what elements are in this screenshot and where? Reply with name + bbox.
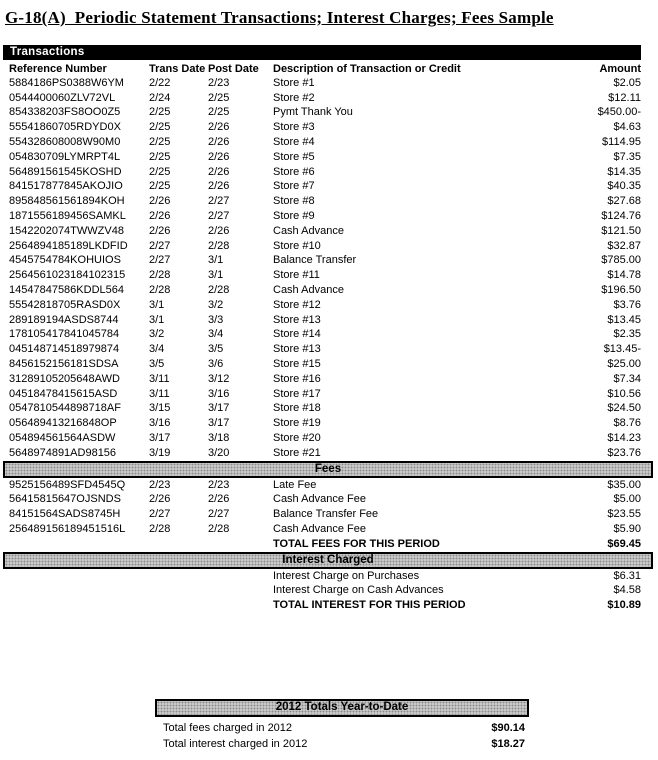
table-cell: 5884186PS0388W6YM: [9, 76, 124, 89]
interest-total-row: [3, 598, 653, 613]
table-cell: 2/28: [208, 523, 230, 535]
table-cell: 178105417841045784: [9, 328, 120, 341]
table-cell: $3.76: [613, 298, 641, 311]
table-cell: Store #21: [273, 446, 321, 459]
table-cell: Store #4: [273, 136, 315, 149]
table-cell: 289189194ASDS8744: [9, 313, 119, 326]
table-cell: $7.35: [613, 150, 641, 163]
fees-table: [3, 478, 653, 552]
table-cell: $2.35: [613, 328, 641, 341]
table-cell: 5648974891AD98156: [9, 446, 117, 459]
table-cell: 2/26: [208, 493, 230, 506]
table-cell: 2/25: [149, 180, 171, 193]
table-cell: 8456152156181SDSA: [9, 358, 119, 371]
table-cell: 0544400060ZLV72VL: [9, 91, 116, 104]
table-cell: Store #16: [273, 372, 321, 385]
table-cell: 0547810544898718AF: [9, 402, 121, 415]
table-row: [3, 569, 653, 584]
table-row: [3, 239, 653, 254]
table-cell: $10.56: [607, 387, 641, 400]
table-cell: $90.14: [491, 721, 525, 734]
table-cell: Store #9: [273, 210, 315, 223]
table-cell: Store #8: [273, 195, 315, 208]
table-cell: $4.58: [613, 584, 641, 597]
transactions-table-header: [3, 60, 653, 76]
table-cell: 2/28: [149, 284, 171, 297]
table-cell: Late Fee: [273, 478, 317, 491]
table-cell: $25.00: [607, 358, 641, 371]
interest-section-label: Interest Charged: [282, 553, 374, 566]
table-row: [3, 91, 653, 106]
table-cell: Store #3: [273, 121, 315, 134]
fees-rows: [3, 478, 653, 537]
table-cell: 3/1: [149, 313, 165, 326]
table-cell: 3/2: [208, 298, 224, 311]
table-cell: 2/28: [149, 269, 171, 282]
table-row: [3, 416, 653, 431]
table-cell: Cash Advance Fee: [273, 493, 366, 506]
table-cell: $5.90: [613, 523, 641, 535]
table-row: [3, 357, 653, 372]
table-cell: $14.35: [607, 165, 641, 178]
ytd-table: [155, 720, 529, 752]
table-cell: 3/1: [149, 298, 165, 311]
table-cell: $121.50: [601, 224, 641, 237]
table-row: [3, 268, 653, 283]
table-cell: Store #13: [273, 343, 321, 356]
table-cell: 31289105205648AWD: [9, 372, 120, 385]
ytd-section-label: 2012 Totals Year-to-Date: [275, 701, 409, 714]
table-cell: Store #15: [273, 358, 321, 371]
page-title: G-18(A) Periodic Statement Transactions; Interest Charges; Fees Sample: [5, 8, 554, 27]
table-cell: $6.31: [613, 569, 641, 582]
ytd-rows: [155, 720, 529, 752]
table-cell: 2/27: [208, 195, 230, 208]
table-cell: 3/5: [208, 343, 224, 356]
table-cell: 2/26: [149, 195, 171, 208]
table-cell: 3/19: [149, 446, 171, 459]
table-cell: 2/24: [149, 91, 171, 104]
table-cell: 564891561545KOSHD: [9, 165, 122, 178]
table-cell: Store #11: [273, 269, 320, 282]
table-cell: $32.87: [607, 239, 641, 252]
spacer-cell: [3, 537, 273, 552]
fees-section-header: [3, 461, 653, 478]
table-row: [3, 180, 653, 195]
table-cell: 2/28: [208, 284, 230, 297]
table-cell: $8.76: [613, 417, 641, 430]
fees-total-label: TOTAL FEES FOR THIS PERIOD: [273, 537, 440, 550]
table-row: [3, 283, 653, 298]
table-row: [155, 720, 529, 736]
table-row: [3, 76, 653, 91]
table-cell: $124.76: [601, 210, 641, 223]
transactions-rows: [3, 76, 653, 461]
table-cell: $450.00-: [597, 106, 641, 119]
fees-total-amount: $69.45: [607, 537, 641, 550]
table-row: [3, 209, 653, 224]
table-cell: 054830709LYMRPT4L: [9, 150, 121, 163]
table-cell: 2/28: [208, 239, 230, 252]
table-cell: Cash Advance: [273, 224, 344, 237]
table-cell: 3/11: [149, 372, 170, 385]
table-cell: 3/4: [208, 328, 224, 341]
table-cell: 895848561561894KOH: [9, 195, 125, 208]
table-cell: 3/15: [149, 402, 171, 415]
table-cell: 84151564SADS8745H: [9, 508, 121, 521]
table-row: [3, 387, 653, 402]
table-cell: 3/18: [208, 432, 230, 445]
table-cell: Pymt Thank You: [273, 106, 353, 119]
table-cell: Total interest charged in 2012: [163, 737, 308, 750]
table-cell: [3, 584, 273, 599]
table-cell: 2/27: [149, 254, 171, 267]
table-cell: 04518478415615ASD: [9, 387, 118, 400]
table-cell: Interest Charge on Cash Advances: [273, 584, 444, 597]
table-cell: Store #6: [273, 165, 315, 178]
table-cell: 2/27: [208, 508, 230, 521]
table-cell: Balance Transfer Fee: [273, 508, 379, 521]
table-row: [3, 342, 653, 357]
table-cell: $196.50: [601, 284, 641, 297]
table-row: [3, 402, 653, 417]
table-cell: 2/26: [149, 493, 171, 506]
table-cell: 2564894185189LKDFID: [9, 239, 128, 252]
table-cell: 2/23: [208, 76, 230, 89]
table-cell: 14547847586KDDL564: [9, 284, 124, 297]
table-cell: $12.11: [608, 91, 641, 104]
table-row: [3, 298, 653, 313]
table-cell: $27.68: [607, 195, 641, 208]
transactions-section-label: Transactions: [10, 46, 85, 58]
fees-total: [3, 537, 653, 552]
table-cell: 2/27: [149, 508, 171, 521]
table-cell: 841517877845AKOJIO: [9, 180, 123, 193]
table-cell: $5.00: [613, 493, 641, 506]
table-cell: 2/26: [208, 180, 230, 193]
table-cell: 056489413216848OP: [9, 417, 117, 430]
table-cell: Cash Advance: [273, 284, 344, 297]
table-cell: 2/26: [208, 165, 230, 178]
table-row: [3, 165, 653, 180]
table-cell: Store #7: [273, 180, 315, 193]
table-cell: 2/25: [149, 136, 171, 149]
table-cell: Store #20: [273, 432, 321, 445]
table-cell: 3/1: [208, 254, 224, 267]
table-cell: Store #17: [273, 387, 321, 400]
table-cell: 3/5: [149, 358, 165, 371]
transactions-section-header: [3, 45, 641, 60]
table-cell: 2/25: [208, 91, 230, 104]
table-cell: 56415815647OJSNDS: [9, 493, 121, 506]
table-row: [3, 150, 653, 165]
table-cell: 3/16: [208, 387, 230, 400]
table-cell: $13.45: [607, 313, 641, 326]
table-cell: $4.63: [613, 121, 641, 134]
table-cell: 3/12: [208, 372, 230, 385]
table-cell: Store #14: [273, 328, 321, 341]
table-cell: Store #1: [273, 76, 315, 89]
header-row: [3, 60, 653, 76]
interest-total-amount: $10.89: [607, 599, 641, 612]
table-row: [3, 478, 653, 493]
table-cell: 3/11: [149, 387, 170, 400]
table-cell: 854338203FS8OO0Z5: [9, 106, 121, 119]
table-cell: 3/4: [149, 343, 165, 356]
table-cell: $14.23: [607, 432, 641, 445]
table-cell: 256489156189451516L: [9, 523, 126, 535]
table-cell: $13.45-: [603, 343, 641, 356]
table-row: [3, 507, 653, 522]
table-cell: 2/22: [149, 76, 171, 89]
table-cell: $35.00: [607, 478, 641, 491]
table-cell: 054894561564ASDW: [9, 432, 116, 445]
table-cell: 2564561023184102315: [9, 269, 126, 282]
table-row: [3, 106, 653, 121]
table-row: [3, 254, 653, 269]
table-cell: 045148714518979874: [9, 343, 120, 356]
col-header-trans-date: Trans Date: [149, 63, 206, 75]
interest-total-label: TOTAL INTEREST FOR THIS PERIOD: [273, 599, 466, 612]
table-cell: $114.95: [602, 136, 641, 149]
col-header-post-date: Post Date: [208, 63, 259, 75]
table-cell: 3/17: [208, 417, 230, 430]
table-row: [3, 120, 653, 135]
table-cell: $14.78: [607, 269, 641, 282]
col-header-amount: Amount: [599, 63, 641, 75]
table-row: [3, 446, 653, 461]
interest-section-header: [3, 552, 653, 569]
table-cell: 2/25: [149, 121, 171, 134]
table-cell: $2.05: [613, 76, 641, 89]
table-cell: 2/26: [208, 150, 230, 163]
table-cell: Store #12: [273, 298, 321, 311]
table-cell: Store #10: [273, 239, 321, 252]
col-header-description: Description of Transaction or Credit: [273, 63, 461, 75]
table-cell: 2/25: [149, 106, 171, 119]
table-cell: [3, 569, 273, 584]
table-cell: 2/23: [149, 478, 171, 491]
fees-section-label: Fees: [314, 462, 342, 475]
table-row: [3, 522, 653, 537]
table-cell: $18.27: [491, 737, 525, 750]
table-cell: 2/25: [149, 165, 171, 178]
table-cell: $7.34: [613, 372, 641, 385]
table-cell: 55542818705RASD0X: [9, 298, 121, 311]
table-cell: 554328608008W90M0: [9, 136, 121, 149]
table-cell: Cash Advance Fee: [273, 523, 366, 535]
table-cell: 3/20: [208, 446, 230, 459]
col-header-reference-number: Reference Number: [9, 63, 107, 75]
table-cell: Total fees charged in 2012: [163, 721, 293, 734]
interest-total: [3, 598, 653, 613]
table-row: [3, 313, 653, 328]
table-cell: 2/26: [208, 136, 230, 149]
table-cell: 4545754784KOHUIOS: [9, 254, 121, 267]
table-cell: 3/6: [208, 358, 224, 371]
table-cell: 2/28: [149, 523, 171, 535]
table-row: [3, 493, 653, 508]
table-row: [155, 736, 529, 752]
table-cell: 3/2: [149, 328, 165, 341]
table-row: [3, 135, 653, 150]
table-cell: 1871556189456SAMKL: [9, 210, 126, 223]
table-cell: $40.35: [607, 180, 641, 193]
table-cell: Balance Transfer: [273, 254, 357, 267]
table-cell: 2/26: [149, 224, 171, 237]
table-cell: 2/27: [149, 239, 171, 252]
table-cell: 2/25: [208, 106, 230, 119]
table-cell: 9525156489SFD4545Q: [9, 478, 126, 491]
table-row: [3, 194, 653, 209]
table-cell: 3/3: [208, 313, 224, 326]
table-cell: $23.55: [607, 508, 641, 521]
ytd-section-header: [155, 699, 529, 717]
table-row: [3, 431, 653, 446]
table-row: [3, 372, 653, 387]
table-cell: 2/26: [208, 121, 230, 134]
table-row: [3, 328, 653, 343]
spacer-cell: [3, 598, 273, 613]
table-cell: 3/16: [149, 417, 171, 430]
table-cell: 2/27: [208, 210, 230, 223]
table-row: [3, 224, 653, 239]
table-cell: 3/17: [208, 402, 230, 415]
table-cell: 2/23: [208, 478, 230, 491]
interest-table: [3, 569, 653, 613]
table-row: [3, 584, 653, 599]
fees-total-row: [3, 537, 653, 552]
table-cell: Store #13: [273, 313, 321, 326]
table-cell: 1542202074TWWZV48: [9, 224, 124, 237]
table-cell: 2/25: [149, 150, 171, 163]
table-cell: Store #5: [273, 150, 315, 163]
table-cell: Store #19: [273, 417, 321, 430]
ytd-totals-box: [155, 699, 529, 752]
table-cell: 3/1: [208, 269, 224, 282]
table-cell: 3/17: [149, 432, 171, 445]
table-cell: 2/26: [208, 224, 230, 237]
table-cell: $24.50: [607, 402, 641, 415]
table-cell: Interest Charge on Purchases: [273, 569, 420, 582]
table-cell: Store #18: [273, 402, 321, 415]
interest-rows: [3, 569, 653, 599]
table-cell: 55541860705RDYD0X: [9, 121, 121, 134]
table-cell: $785.00: [601, 254, 641, 267]
table-cell: 2/26: [149, 210, 171, 223]
table-cell: $23.76: [607, 446, 641, 459]
transactions-table: [3, 60, 653, 461]
table-cell: Store #2: [273, 91, 315, 104]
